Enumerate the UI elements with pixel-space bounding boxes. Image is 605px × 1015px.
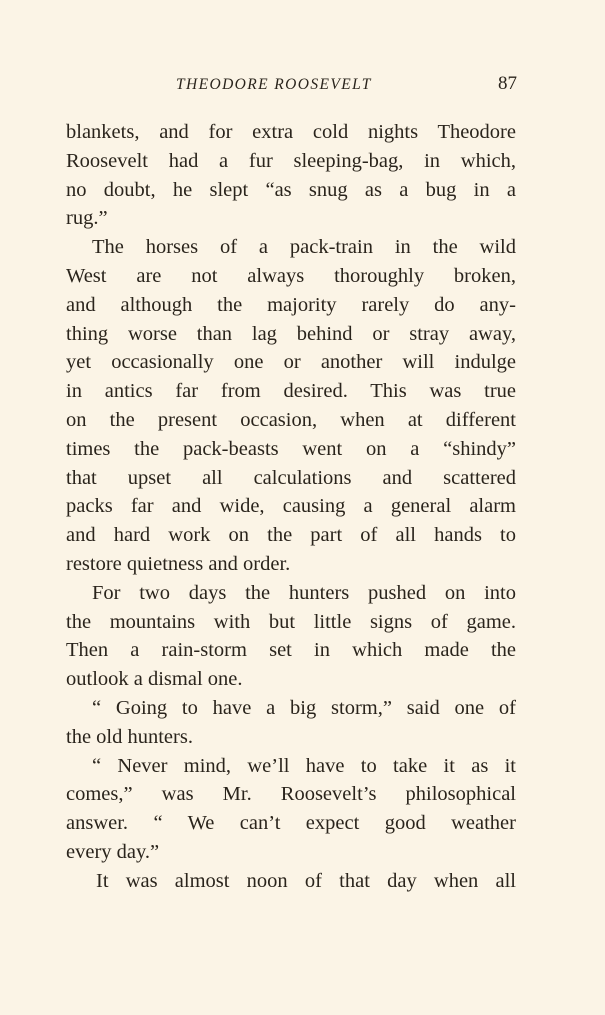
paragraph-first-line: “ Going to have a big storm,” said one of — [92, 696, 516, 719]
text-line: in antics far from desired. This was true — [66, 380, 516, 403]
text-line: outlook a dismal one. — [66, 668, 243, 691]
text-line: rug.” — [66, 207, 108, 230]
running-header — [66, 73, 517, 98]
text-line: comes,” was Mr. Roosevelt’s philosophical — [66, 783, 516, 806]
page-number: 87 — [498, 73, 517, 94]
text-line: that upset all calculations and scattered — [66, 466, 516, 489]
text-line: on the present occasion, when at different — [66, 408, 516, 431]
text-line: and hard work on the part of all hands to — [66, 524, 516, 547]
text-line: the mountains with but little signs of game. — [66, 610, 516, 633]
text-line: every day.” — [66, 840, 160, 863]
text-line: West are not always thoroughly broken, — [66, 264, 516, 287]
text-line: yet occasionally one or another will indulge — [66, 351, 516, 374]
text-line: restore quietness and order. — [66, 552, 291, 575]
text-line: and although the majority rarely do any- — [66, 293, 516, 316]
running-title: THEODORE ROOSEVELT — [176, 76, 372, 93]
text-line: Roosevelt had a fur sleeping-bag, in which, — [66, 149, 516, 172]
text-line: blankets, and for extra cold nights Theodore — [66, 121, 516, 143]
text-line: no doubt, he slept “as snug as a bug in a — [66, 178, 516, 201]
paragraph-first-line: For two days the hunters pushed on into — [92, 581, 516, 604]
paragraph-first-line: “ Never mind, we’ll have to take it as it — [92, 754, 516, 777]
text-line: answer. “ We can’t expect good weather — [66, 812, 516, 835]
text-line: the old hunters. — [66, 725, 193, 748]
text-line: times the pack-beasts went on a “shindy” — [66, 437, 516, 460]
text-line: thing worse than lag behind or stray away, — [66, 322, 516, 345]
paragraph-first-line: It was almost noon of that day when all — [96, 869, 516, 892]
paragraph-first-line: The horses of a pack-train in the wild — [92, 236, 516, 259]
text-line: packs far and wide, causing a general alarm — [66, 495, 516, 518]
text-line: Then a rain-storm set in which made the — [66, 639, 516, 662]
body-text — [66, 118, 516, 896]
